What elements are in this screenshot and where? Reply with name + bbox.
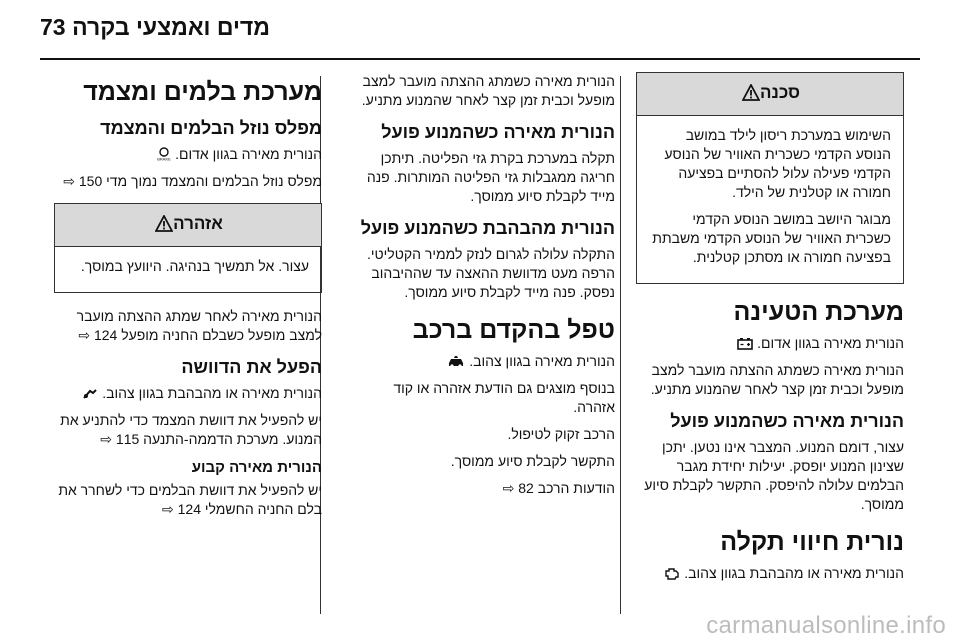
malfunction-text-2: הנורית מאירה כשמתג ההצתה מועבר למצב מופעל וכבית זמן קצר לאחר שהמנוע מתניע. [361, 73, 615, 108]
press-pedal-text-1: הנורית מאירה או מהבהבת בגוון צהוב. [54, 384, 322, 403]
section-title-charging: מערכת הטעינה [733, 298, 904, 326]
svg-text:BRAKE: BRAKE [157, 156, 171, 161]
warning-triangle-icon [155, 215, 173, 237]
page-reference: ⇨ 115 [100, 431, 140, 447]
brake-fluid-text-1: הנורית מאירה בגוון אדום. BRAKE [54, 145, 322, 164]
wrench-car-icon [449, 354, 465, 368]
column-divider-right [620, 76, 621, 614]
danger-box-body [637, 116, 903, 283]
page-number: 73 [40, 14, 66, 40]
header-divider [40, 58, 920, 60]
malfunction-running-heading: הנורית מאירה כשהמנוע פועל [381, 122, 615, 142]
service-text-4: התקשר לקבלת סיוע ממוסך. [450, 453, 615, 469]
watermark: carmanualsonline.info [706, 612, 946, 639]
page-reference: ⇨ 124 [78, 327, 118, 343]
section-title-malfunction: נורית חיווי תקלה [720, 528, 904, 556]
page-reference: ⇨ 124 [162, 501, 201, 517]
steady-light-text: יש להפעיל את דוושת הבלמים כדי לשחרר את בלם החניה החשמלי ⇨ 124 [58, 482, 322, 517]
column-middle [355, 72, 615, 506]
malfunction-running-text: תקלה במערכת בקרת גזי הפליטה. תיתכן חריגה ממגבלות גזי הפליטה המותרות. פנה מייד לקבלת סיוע ממוסך. [366, 150, 615, 204]
warning-box-title: אזהרה [173, 214, 223, 233]
charging-text-2: הנורית מאירה כשמתג ההצתה מועבר למצב מופעל וכבית זמן קצר לאחר שהמנוע מתניע. [650, 362, 904, 397]
brake-icon [155, 147, 171, 161]
page-reference: ⇨ 82 [502, 480, 534, 496]
warning-triangle-icon [742, 84, 760, 106]
danger-box [636, 72, 904, 284]
charging-text-1: הנורית מאירה בגוון אדום. [636, 334, 904, 353]
brake-fluid-text-2: מפלס נוזל הבלמים והמצמד נמוך מדי ⇨ 150 [63, 173, 322, 189]
section-title-brakes: מערכת בלמים ומצמד [83, 78, 322, 106]
press-pedal-heading: הפעל את הדוושה [181, 357, 322, 377]
steady-light-heading: הנורית מאירה קבוע [191, 459, 322, 476]
column-left [54, 72, 322, 527]
foot-pedal-icon [82, 386, 98, 400]
service-text-5: הודעות הרכב ⇨ 82 [502, 480, 615, 496]
warning-text: עצור. אל תמשיך בנהיגה. היוועץ במוסך. [80, 258, 309, 274]
service-text-3: הרכב זקוק לטיפול. [507, 426, 615, 442]
page-reference: ⇨ 150 [63, 173, 103, 189]
service-text-1: הנורית מאירה בגוון צהוב. [355, 352, 615, 371]
malfunction-text: הנורית מאירה או מהבהבת בגוון צהוב. [636, 564, 904, 583]
service-text-2: בנוסף מוצגים גם הודעת אזהרה או קוד אזהרה. [393, 380, 615, 415]
malfunction-flashing-text: התקלה עלולה לגרום לנזק לממיר הקטליטי. הרפה מעט מדוושת ההאצה עד שההיבהוב נפסק. פנה מייד לקבלת סיוע ממוסך. [367, 246, 615, 300]
brake-fluid-heading: מפלס נוזל הבלמים והמצמד [100, 118, 322, 138]
danger-text-1: השימוש במערכת ריסון לילד במושב הנוסע הקדמי כשכרית האוויר של הנוסע הקדמי פעילה עלול להסתיים בפציעה חמורה או קטלנית של הילד. [664, 127, 891, 200]
charging-running-heading: הנורית מאירה כשהמנוע פועל [670, 411, 904, 431]
section-title-service: טפל בהקדם ברכב [412, 316, 615, 344]
warning-box [54, 203, 322, 293]
charging-running-text: עצור, דומם המנוע. המצבר אינו נטען. יתכן שצינון המנוע יופסק. יעילות יחידת מגבר הבלמים עלולה להיפסק. התקשר לקבלת סיוע ממוסך. [644, 439, 904, 512]
engine-icon [664, 566, 680, 580]
parking-brake-text: הנורית מאירה לאחר שמתג ההצתה מועבר למצב מופעל כשבלם החניה מופעל ⇨ 124 [76, 308, 322, 343]
battery-icon [737, 336, 753, 350]
danger-box-header [637, 73, 903, 116]
warning-box-header [55, 204, 321, 247]
danger-text-2: מבוגר היושב במושב הנוסע הקדמי כשכרית האוויר של הנוסע הקדמי משבתת בפציעה חמורה או מסתכן קטלנית. [652, 211, 891, 265]
page-header-title: מדים ואמצעי בקרה [72, 14, 270, 40]
press-pedal-text-2: יש להפעיל את דוושת המצמד כדי להתניע את המנוע. מערכת הדממה-התנעה ⇨ 115 [60, 412, 322, 447]
column-right [636, 72, 904, 591]
danger-box-title: סכנה [760, 83, 800, 102]
malfunction-flashing-heading: הנורית מהבהבת כשהמנוע פועל [360, 218, 615, 238]
warning-box-body [55, 247, 321, 292]
